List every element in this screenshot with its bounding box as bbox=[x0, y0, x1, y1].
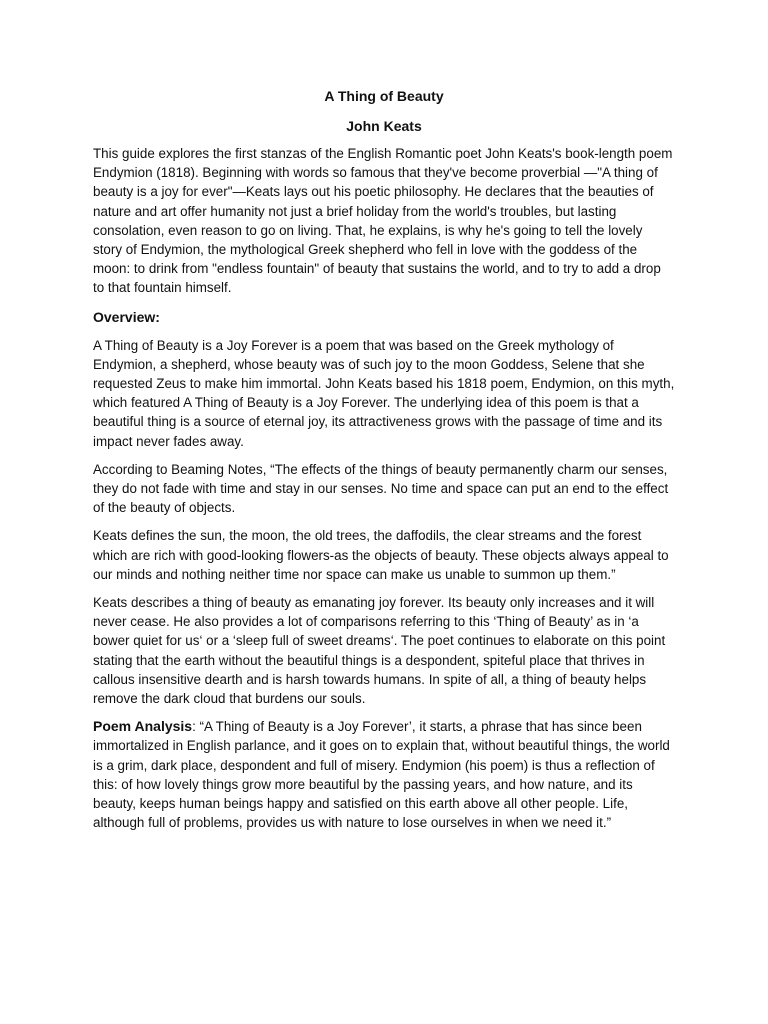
document-page bbox=[93, 86, 675, 842]
analysis-text: : “A Thing of Beauty is a Joy Forever’, it starts, a phrase that has since been immortalized in English parlance, and it goes on to explain that, without beautiful things, the world is a grim, dark place, despondent and full of misery. Endymion (his poem) is thus a reflection of this: of how lovely things grow more beautiful by the passing years, and how nature, and its beauty, keeps human beings happy and satisfied on this earth above all other people. Life, although full of problems, provides us with nature to lose ourselves in when we need it.” bbox=[93, 719, 670, 831]
overview-paragraph-1: A Thing of Beauty is a Joy Forever is a poem that was based on the Greek mythology of Endymion, a shepherd, whose beauty was of such joy to the moon Goddess, Selene that she requested Zeus to make him immortal. John Keats based his 1818 poem, Endymion, on this myth, which featured A Thing of Beauty is a Joy Forever. The underlying idea of this poem is that a beautiful thing is a source of eternal joy, its attractiveness grows with the passage of time and its impact never fades away. bbox=[93, 337, 675, 449]
overview-heading: Overview: bbox=[93, 308, 160, 325]
overview-paragraph-3: Keats defines the sun, the moon, the old trees, the daffodils, the clear streams and the forest which are rich with good-looking flowers-as the objects of beauty. These objects always appeal to our minds and nothing neither time nor space can make us unable to summon up them.” bbox=[93, 528, 669, 582]
analysis-heading: Poem Analysis bbox=[93, 718, 193, 735]
document-author: John Keats bbox=[346, 118, 422, 134]
analysis-paragraph bbox=[93, 717, 675, 832]
document-title: A Thing of Beauty bbox=[324, 88, 444, 104]
overview-paragraph-2: According to Beaming Notes, “The effects of the things of beauty permanently charm our senses, they do not fade with time and stay in our senses. No time and space can put an end to the effect of the beauty of objects. bbox=[93, 461, 669, 516]
overview-paragraph-4: Keats describes a thing of beauty as emanating joy forever. Its beauty only increases and it will never cease. He also provides a lot of comparisons referring to this ‘Thing of Beauty’ as in ‘a bower quiet for us‘ or a ‘sleep full of sweet dreams‘. The poet continues to elaborate on this point stating that the earth without the beautiful things is a despondent, spiteful place that thrives in callous insensitive dearth and is harsh towards humans. In spite of all, a thing of beauty helps remove the dark cloud that burdens our souls. bbox=[93, 595, 666, 707]
intro-paragraph: This guide explores the first stanzas of the English Romantic poet John Keats's book-length poem Endymion (1818). Beginning with words so famous that they've become proverbial —"A thing of beauty is a joy for ever"—Keats lays out his poetic philosophy. He declares that the beauties of nature and art offer humanity not just a brief holiday from the world's troubles, but lasting consolation, even reason to go on living. That, he explains, is why he's going to tell the lovely story of Endymion, the mythological Greek shepherd who fell in love with the goddess of the moon: to drink from "endless fountain" of beauty that sustains the world, and to try to add a drop to that fountain himself. bbox=[93, 146, 673, 296]
